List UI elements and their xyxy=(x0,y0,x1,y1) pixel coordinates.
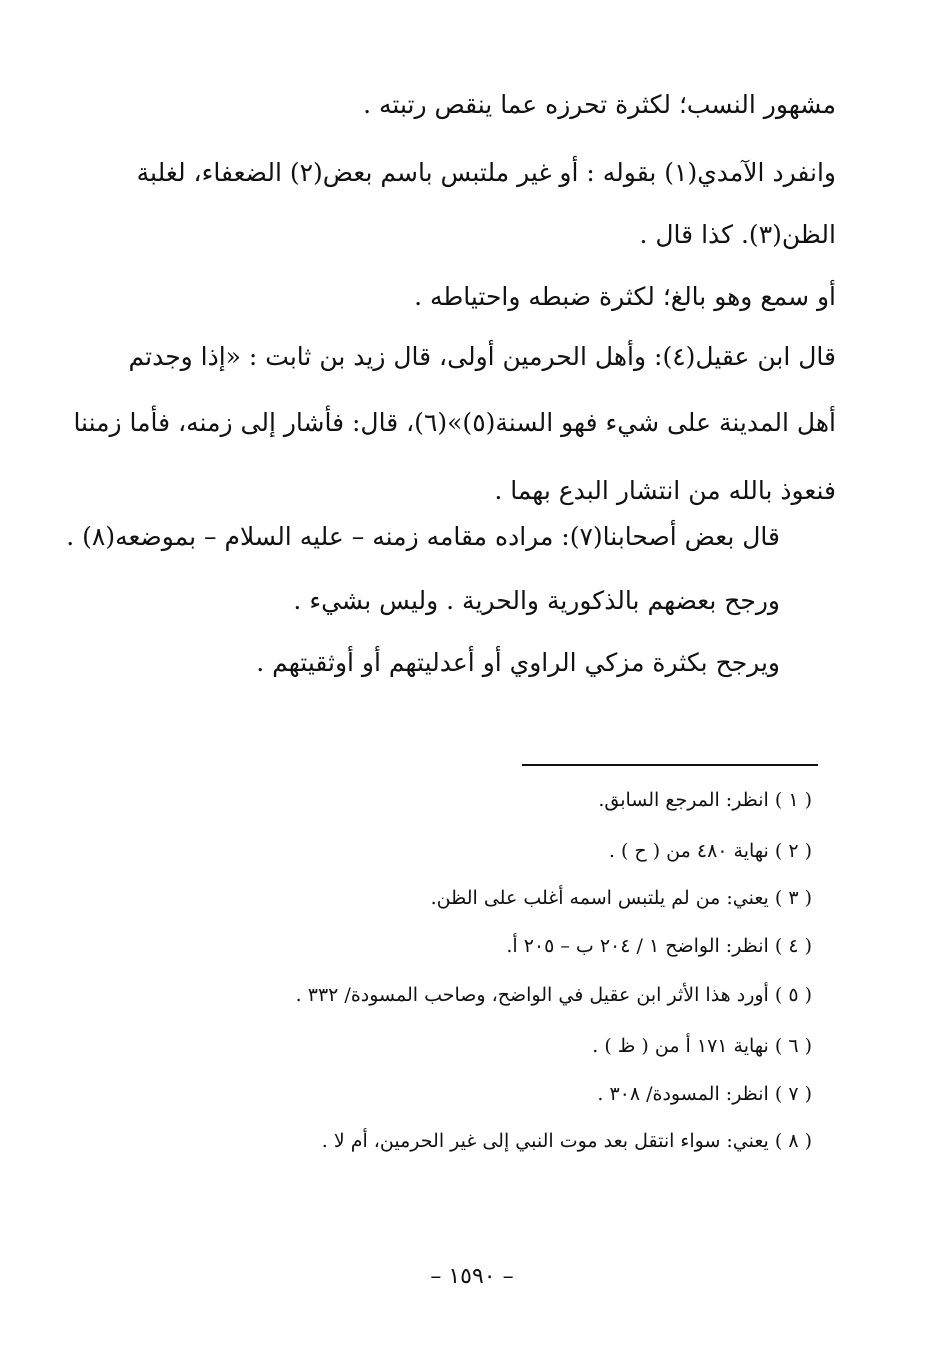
footnote-5: ( ٥ ) أورد هذا الأثر ابن عقيل في الواضح، وصاحب المسودة/ ٣٣٢ . xyxy=(295,984,812,1006)
body-line-4: أو سمع وهو بالغ؛ لكثرة ضبطه واحتياطه . xyxy=(414,282,836,311)
footnote-8: ( ٨ ) يعني: سواء انتقل بعد موت النبي إلى غير الحرمين، أم لا . xyxy=(321,1130,812,1152)
body-line-8: قال بعض أصحابنا(٧): مراده مقامه زمنه – عليه السلام – بموضعه(٨) . xyxy=(66,522,780,551)
body-line-1: مشهور النسب؛ لكثرة تحرزه عما ينقص رتبته . xyxy=(363,90,836,119)
body-line-2: وانفرد الآمدي(١) بقوله : أو غير ملتبس باسم بعض(٢) الضعفاء، لغلبة xyxy=(136,158,836,187)
body-line-3: الظن(٣). كذا قال . xyxy=(639,220,836,249)
body-line-6: أهل المدينة على شيء فهو السنة(٥)»(٦)، قال: فأشار إلى زمنه، فأما زمننا xyxy=(73,408,836,437)
footnote-3: ( ٣ ) يعني: من لم يلتبس اسمه أغلب على الظن. xyxy=(430,887,812,909)
footnote-separator xyxy=(522,764,818,766)
footnote-7: ( ٧ ) انظر: المسودة/ ٣٠٨ . xyxy=(597,1083,812,1105)
footnote-2: ( ٢ ) نهاية ٤٨٠ من ( ح ) . xyxy=(608,840,812,862)
body-line-5: قال ابن عقيل(٤): وأهل الحرمين أولى، قال زيد بن ثابت : «إذا وجدتم xyxy=(128,342,836,371)
body-line-10: ويرجح بكثرة مزكي الراوي أو أعدليتهم أو أوثقيتهم . xyxy=(256,648,780,677)
body-line-9: ورجح بعضهم بالذكورية والحرية . وليس بشيء . xyxy=(293,586,780,615)
footnote-6: ( ٦ ) نهاية ١٧١ أ من ( ظ ) . xyxy=(592,1035,812,1057)
footnote-4: ( ٤ ) انظر: الواضح ١ / ٢٠٤ ب – ٢٠٥ أ. xyxy=(506,935,812,957)
body-line-7: فنعوذ بالله من انتشار البدع بهما . xyxy=(494,476,836,505)
page-number: – ١٥٩٠ – xyxy=(430,1264,514,1289)
footnote-1: ( ١ ) انظر: المرجع السابق. xyxy=(598,789,812,811)
